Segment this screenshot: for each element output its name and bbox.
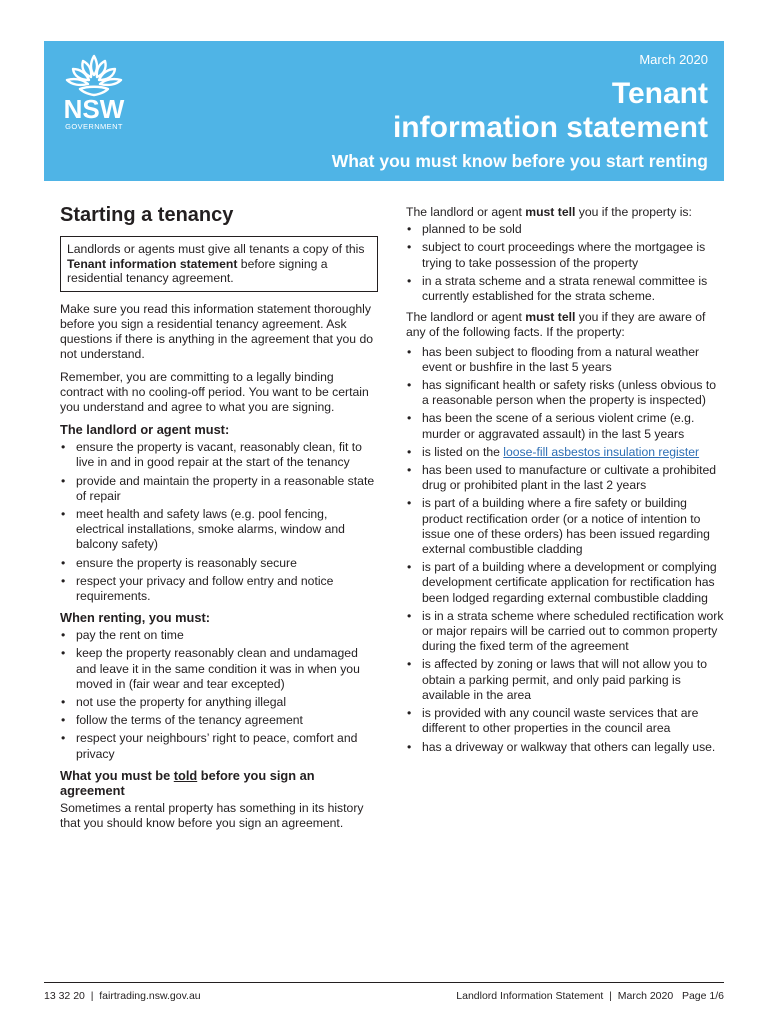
list-item: • not use the property for anything illegal: [60, 695, 378, 710]
renting-must-list: [60, 628, 378, 762]
footer-page-info: Landlord Information Statement | March 2020 Page 1/6: [456, 990, 724, 1002]
intro1-pre: The landlord or agent: [406, 205, 526, 219]
nsw-government-logo: [59, 53, 129, 131]
right-column: [406, 205, 724, 761]
footer-contact: 13 32 20 | fairtrading.nsw.gov.au: [44, 990, 201, 1002]
told-paragraph: Sometimes a rental property has something in its history that you should know before you sign an agreement.: [60, 800, 364, 831]
list-item: • is part of a building where a development or complying development certificate application for rectification has been lodged regarding external combustible cladding: [406, 560, 724, 606]
commitment-paragraph: Remember, you are committing to a legally binding contract with no cooling-off period. You want to be certain you understand and agree to what you are signing.: [60, 369, 369, 414]
list-item: • has been used to manufacture or cultivate a prohibited drug or prohibited plant in the last 2 years: [406, 463, 724, 493]
left-column: [60, 204, 378, 838]
list-item: • has significant health or safety risks (unless obvious to a reasonable person when the property is inspected): [406, 378, 724, 408]
list-item: • has been subject to flooding from a natural weather event or bushfire in the last 5 years: [406, 345, 724, 375]
told-heading-pre: What you must be: [60, 767, 174, 783]
list-item: • meet health and safety laws (e.g. pool fencing, electrical installations, smoke alarms, window and balcony safety): [60, 507, 378, 553]
intro2-post: you if they are aware of any of the following facts. If the property:: [406, 310, 706, 340]
list-item: • ensure the property is reasonably secure: [60, 556, 378, 571]
intro1-bold: must tell: [525, 205, 576, 219]
property-is-list: [406, 222, 724, 304]
intro1-post: you if the property is:: [575, 205, 692, 219]
notice-text-bold: Tenant information statement: [67, 256, 238, 271]
renting-must-heading: When renting, you must:: [60, 610, 211, 626]
logo-government-text: GOVERNMENT: [65, 122, 123, 131]
told-before-sign-heading: [60, 768, 378, 798]
intro2-bold: must tell: [525, 310, 576, 325]
asbestos-register-link[interactable]: loose-fill asbestos insulation register: [503, 444, 700, 459]
told-heading-underlined: told: [173, 767, 198, 783]
notice-text-pre: Landlords or agents must give all tenants a copy of this: [67, 242, 365, 256]
title-line-1: Tenant: [611, 77, 708, 110]
waratah-flower-icon: [64, 53, 124, 97]
intro2-pre: The landlord or agent: [406, 310, 526, 325]
list-item: • is part of a building where a fire safety or building product rectification order (or a notice of intention to issue one of these orders) has been issued regarding external combustible cladding: [406, 496, 724, 557]
intro-paragraph: Make sure you read this information statement thoroughly before you sign a residential tenancy agreement. Ask questions if there is anything in the agreement that you do not understand.: [60, 301, 374, 362]
publish-date: March 2020: [639, 52, 708, 67]
list-item: • pay the rent on time: [60, 628, 378, 643]
list-item: [406, 445, 724, 460]
list-item: • follow the terms of the tenancy agreement: [60, 713, 378, 728]
list-item: • ensure the property is vacant, reasonably clean, fit to live in and in good repair at the start of the tenancy: [60, 440, 378, 470]
list-item: • is affected by zoning or laws that will not allow you to obtain a parking permit, and only paid parking is available in the area: [406, 657, 724, 703]
landlord-must-heading: The landlord or agent must:: [60, 422, 230, 438]
notice-box: [60, 236, 378, 292]
title-line-2: information statement: [392, 111, 708, 144]
page-subtitle: What you must know before you start renting: [331, 151, 708, 171]
logo-nsw-text: NSW: [63, 94, 125, 124]
asbestos-text: is listed on the: [422, 444, 504, 459]
must-tell-intro-2: [406, 310, 724, 340]
list-item: • respect your neighbours’ right to peace, comfort and privacy: [60, 731, 378, 761]
must-tell-intro-1: [406, 205, 724, 220]
list-item: • planned to be sold: [406, 222, 724, 237]
landlord-must-list: [60, 440, 378, 604]
footer-divider: [44, 982, 724, 983]
list-item: • keep the property reasonably clean and undamaged and leave it in the same condition it was in when you moved in (fair wear and tear excepted): [60, 646, 378, 692]
notice-text-post: before signing a residential tenancy agreement.: [67, 256, 328, 286]
list-item: • in a strata scheme and a strata renewal committee is currently established for the strata scheme.: [406, 274, 724, 304]
list-item: • has been the scene of a serious violent crime (e.g. murder or aggravated assault) in the last 5 years: [406, 411, 724, 441]
list-item: • is in a strata scheme where scheduled rectification work or major repairs will be carried out to common property during the fixed term of the agreement: [406, 609, 724, 655]
list-item: • subject to court proceedings where the mortgagee is trying to take possession of the property: [406, 240, 724, 270]
list-item: • is provided with any council waste services that are different to other properties in the council area: [406, 706, 724, 736]
list-item: • provide and maintain the property in a reasonable state of repair: [60, 474, 378, 504]
header-banner: [44, 41, 724, 181]
list-item: • has a driveway or walkway that others can legally use.: [406, 740, 724, 755]
told-heading-post: before you sign an agreement: [60, 767, 315, 798]
page-title: [393, 77, 708, 145]
facts-list: [406, 345, 724, 755]
section-heading-starting: Starting a tenancy: [60, 204, 234, 226]
list-item: • respect your privacy and follow entry and notice requirements.: [60, 574, 378, 604]
